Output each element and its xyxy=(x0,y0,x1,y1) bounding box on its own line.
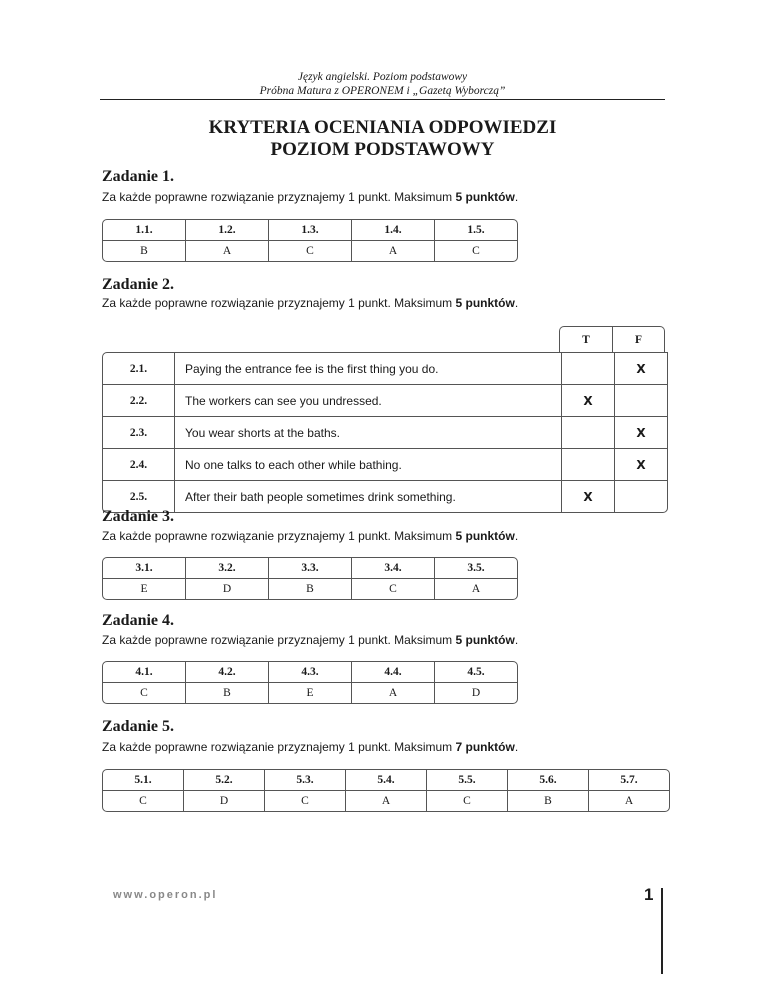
tf-row-statement xyxy=(175,385,562,417)
tf-mark-true xyxy=(562,449,615,481)
tf-mark-false: X xyxy=(615,449,668,481)
tf-mark-true xyxy=(562,417,615,449)
zadanie4-header-cell: 4.2. xyxy=(186,662,269,683)
tf-row-number: 2.4. xyxy=(102,449,175,481)
zadanie4-header-cell: 4.3. xyxy=(269,662,352,683)
tf-row-number: 2.3. xyxy=(102,417,175,449)
page-number: 1 xyxy=(644,885,654,904)
zadanie5-header-cell: 5.6. xyxy=(508,770,589,791)
zadanie5-header-cell: 5.3. xyxy=(265,770,346,791)
zadanie5-header-cell: 5.2. xyxy=(184,770,265,791)
zadanie4-header-cell: 4.1. xyxy=(103,662,186,683)
zadanie3-header-cell: 3.2. xyxy=(186,558,269,579)
zadanie5-header-cell: 5.4. xyxy=(346,770,427,791)
zadanie1-note-max: 5 punktów xyxy=(455,190,515,204)
tf-row xyxy=(102,449,668,481)
zadanie1-answer-cell: C xyxy=(269,241,352,261)
zadanie5-answer-cell: C xyxy=(265,791,346,811)
zadanie3-header-cell: 3.5. xyxy=(435,558,517,579)
zadanie5-note-prefix: Za każde poprawne rozwiązanie przyznajemy 1 punkt. Maksimum xyxy=(102,740,456,754)
tf-mark-true xyxy=(562,352,615,385)
zadanie5-header-row xyxy=(103,770,669,791)
tf-row-statement xyxy=(175,417,562,449)
page-title-line2: POZIOM PODSTAWOWY xyxy=(270,139,495,160)
zadanie5-header-cell: 5.5. xyxy=(427,770,508,791)
zadanie4-note xyxy=(102,633,518,647)
zadanie5-answer-cell: B xyxy=(508,791,589,811)
zadanie5-note-suffix: . xyxy=(514,740,519,754)
tf-mark-true: X xyxy=(562,385,615,417)
zadanie3-note-suffix: . xyxy=(514,529,519,543)
zadanie3-header-row xyxy=(103,558,517,579)
zadanie1-answer-row xyxy=(103,241,517,261)
tf-row xyxy=(102,417,668,449)
tf-mark-false: X xyxy=(615,352,668,385)
zadanie2-note-max: 5 punktów xyxy=(455,296,515,310)
tf-statement-text: The workers can see you undressed. xyxy=(185,393,382,408)
tf-mark-false: X xyxy=(615,417,668,449)
tf-row-statement xyxy=(175,352,562,385)
zadanie3-header-cell: 3.1. xyxy=(103,558,186,579)
zadanie5-answer-cell: A xyxy=(346,791,427,811)
zadanie4-answer-cell: E xyxy=(269,683,352,703)
zadanie4-answer-cell: B xyxy=(186,683,269,703)
tf-mark-true: X xyxy=(562,481,615,513)
zadanie1-title: Zadanie 1. xyxy=(102,168,175,185)
zadanie1-note xyxy=(102,190,518,204)
zadanie5-note xyxy=(102,740,518,754)
zadanie3-answer-table xyxy=(102,557,518,600)
zadanie5-answer-row xyxy=(103,791,669,811)
zadanie4-answer-cell: A xyxy=(352,683,435,703)
zadanie4-answer-cell: C xyxy=(103,683,186,703)
zadanie1-header-cell: 1.2. xyxy=(186,220,269,241)
zadanie3-answer-cell: A xyxy=(471,583,481,595)
zadanie5-note-max: 7 punktów xyxy=(455,740,515,754)
zadanie4-answer-table xyxy=(102,661,518,704)
tf-statement-text: You wear shorts at the baths. xyxy=(185,425,340,440)
zadanie1-answer-cell: A xyxy=(352,241,435,261)
zadanie5-answer-table xyxy=(102,769,670,812)
tf-statement-text: After their bath people sometimes drink something. xyxy=(185,489,456,504)
zadanie5-answer-cell: A xyxy=(624,795,634,807)
tf-row-number: 2.2. xyxy=(102,385,175,417)
tf-mark-false xyxy=(615,385,668,417)
zadanie1-note-prefix: Za każde poprawne rozwiązanie przyznajemy 1 punkt. Maksimum xyxy=(102,190,456,204)
zadanie2-note-suffix: . xyxy=(514,296,519,310)
running-header xyxy=(100,70,665,98)
zadanie3-header-cell: 3.4. xyxy=(352,558,435,579)
zadanie5-title: Zadanie 5. xyxy=(102,718,175,735)
zadanie3-answer-cell: E xyxy=(103,579,186,599)
zadanie3-note-max: 5 punktów xyxy=(455,529,515,543)
tf-row xyxy=(102,352,668,385)
zadanie1-answer-cell: C xyxy=(472,245,480,257)
zadanie3-title: Zadanie 3. xyxy=(102,508,175,525)
tf-row-number: 2.5. xyxy=(102,481,175,513)
zadanie1-note-suffix: . xyxy=(514,190,519,204)
zadanie1-answer-cell: A xyxy=(186,241,269,261)
zadanie1-header-cell: 1.4. xyxy=(352,220,435,241)
zadanie4-header-cell: 4.5. xyxy=(435,662,517,683)
zadanie4-header-row xyxy=(103,662,517,683)
zadanie3-answer-cell: D xyxy=(186,579,269,599)
tf-header-false: F xyxy=(612,326,665,352)
footer-website: www.operon.pl xyxy=(113,889,218,901)
zadanie3-answer-row xyxy=(103,579,517,599)
zadanie4-note-prefix: Za każde poprawne rozwiązanie przyznajemy 1 punkt. Maksimum xyxy=(102,633,456,647)
zadanie4-answer-cell: D xyxy=(471,687,481,699)
tf-row-statement xyxy=(175,481,562,513)
tf-row-number: 2.1. xyxy=(102,352,175,385)
zadanie4-header-cell: 4.4. xyxy=(352,662,435,683)
zadanie2-note xyxy=(102,296,518,310)
zadanie5-answer-cell: C xyxy=(103,791,184,811)
zadanie4-title: Zadanie 4. xyxy=(102,612,175,629)
tf-row xyxy=(102,385,668,417)
zadanie3-answer-cell: C xyxy=(352,579,435,599)
zadanie2-note-prefix: Za każde poprawne rozwiązanie przyznajemy 1 punkt. Maksimum xyxy=(102,296,456,310)
zadanie4-answer-row xyxy=(103,683,517,703)
zadanie1-header-row xyxy=(103,220,517,241)
tf-header-true: T xyxy=(559,326,612,352)
header-divider xyxy=(100,99,665,100)
zadanie1-header-cell: 1.5. xyxy=(435,220,517,241)
page-title-line1: KRYTERIA OCENIANIA ODPOWIEDZI xyxy=(208,117,557,138)
zadanie4-note-max: 5 punktów xyxy=(455,633,515,647)
tf-row-statement xyxy=(175,449,562,481)
zadanie5-header-cell: 5.7. xyxy=(589,770,669,791)
zadanie3-note xyxy=(102,529,518,543)
zadanie3-header-cell: 3.3. xyxy=(269,558,352,579)
zadanie5-answer-cell: D xyxy=(184,791,265,811)
zadanie4-note-suffix: . xyxy=(514,633,519,647)
page-number-rule xyxy=(661,888,663,974)
zadanie2-true-false-table xyxy=(102,352,668,513)
zadanie3-note-prefix: Za każde poprawne rozwiązanie przyznajemy 1 punkt. Maksimum xyxy=(102,529,456,543)
zadanie1-header-cell: 1.3. xyxy=(269,220,352,241)
header-subject: Język angielski. Poziom podstawowy xyxy=(297,71,468,83)
zadanie3-answer-cell: B xyxy=(269,579,352,599)
header-exam: Próbna Matura z OPERONEM i „Gazetą Wyborczą” xyxy=(259,85,506,97)
zadanie5-answer-cell: C xyxy=(427,791,508,811)
tf-statement-text: Paying the entrance fee is the first thing you do. xyxy=(185,361,439,376)
zadanie1-answer-table xyxy=(102,219,518,262)
zadanie2-title: Zadanie 2. xyxy=(102,276,175,293)
tf-mark-false xyxy=(615,481,668,513)
zadanie1-header-cell: 1.1. xyxy=(103,220,186,241)
tf-row xyxy=(102,481,668,513)
tf-statement-text: No one talks to each other while bathing. xyxy=(185,457,402,472)
zadanie5-header-cell: 5.1. xyxy=(103,770,184,791)
zadanie1-answer-cell: B xyxy=(103,241,186,261)
page-title xyxy=(100,117,665,161)
